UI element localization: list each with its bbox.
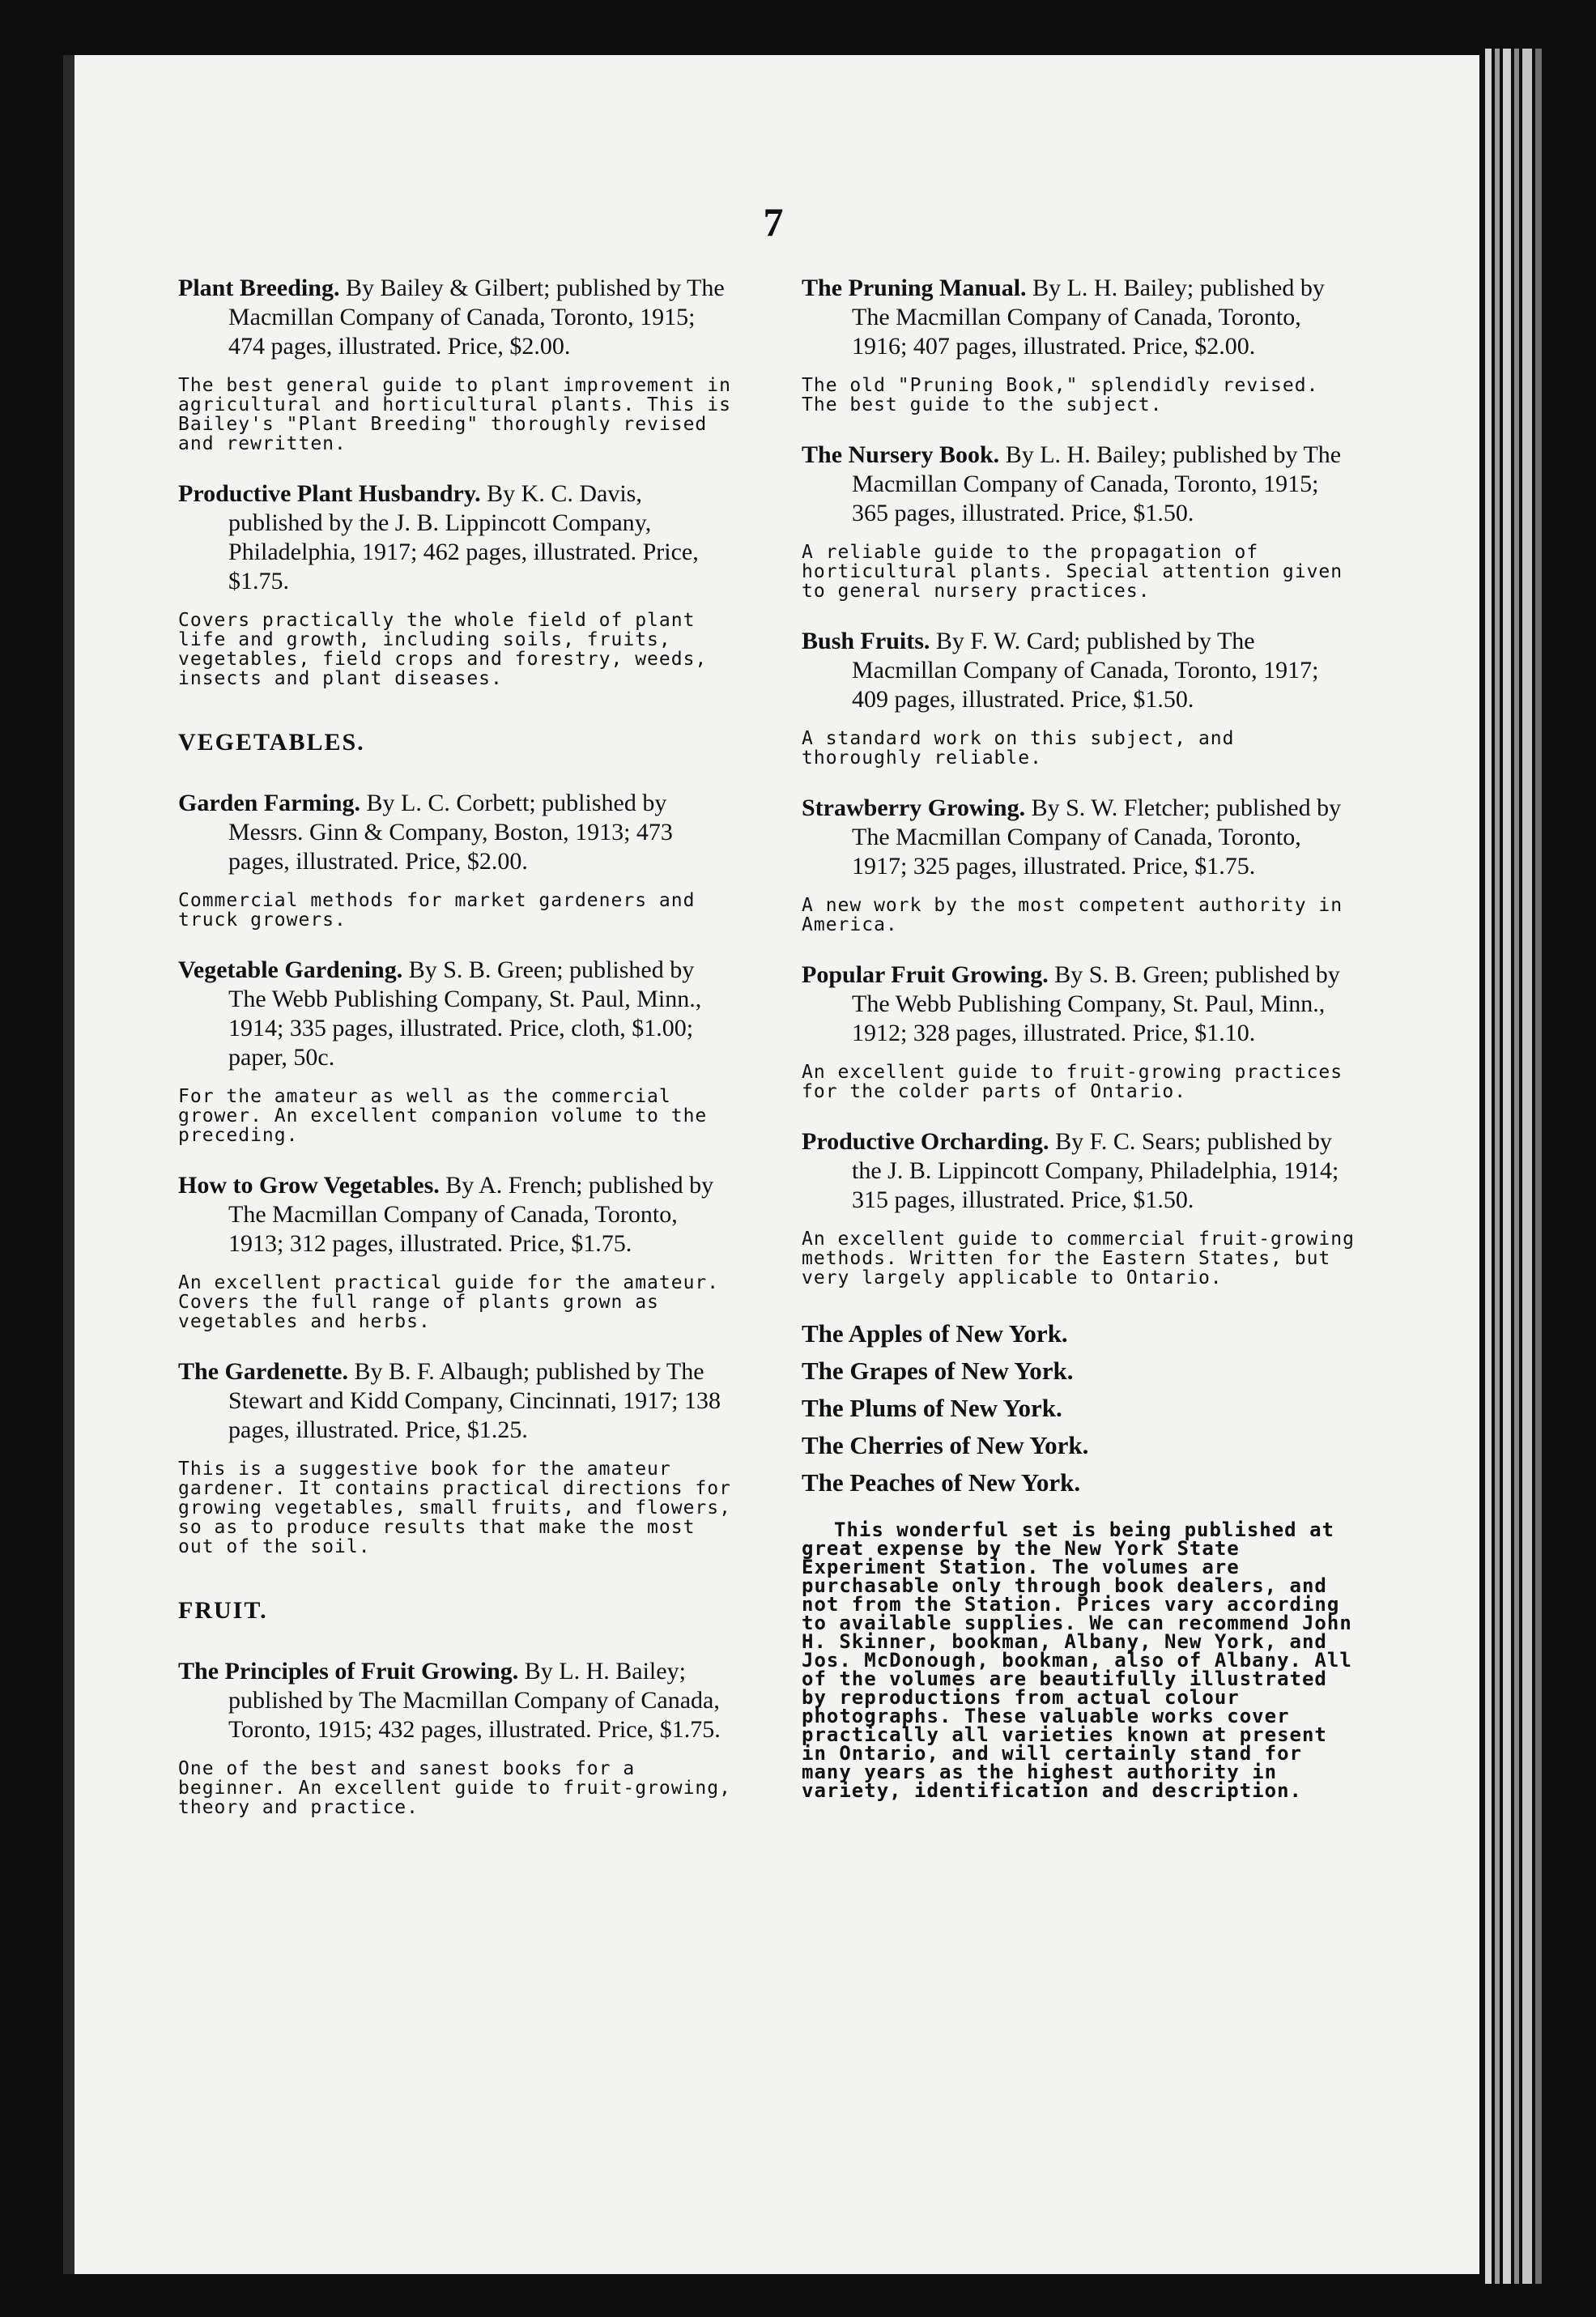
book-title: Productive Orcharding. [802,1128,1049,1155]
book-details: By L. H. Bailey; published by The Macmillan Company of Canada, Toronto, 1915; 365 pages, illustrated. Price, $1.50. [852,441,1342,526]
book-title: The Principles of Fruit Growing. [178,1658,519,1685]
book-description: This is a suggestive book for the amateur gardener. It contains practical directions for growing vegetables, small fruits, and flowers, so as to produce results that make the most out of the soil. [178,1459,731,1557]
book-details: By B. F. Albaugh; published by The Stewart and Kidd Company, Cincinnati, 1917; 138 pages, illustrated. Price, $1.25. [228,1358,721,1443]
book-title: The Pruning Manual. [802,275,1027,301]
book-entry [802,794,1360,935]
ny-series-list [802,1315,1360,1501]
ny-series-title: The Grapes of New York. [802,1357,1074,1385]
book-title: The Gardenette. [178,1358,348,1385]
book-title: Productive Plant Husbandry. [178,480,481,507]
book-details: By L. C. Corbett; published by Messrs. Ginn & Company, Boston, 1913; 473 pages, illustrated. Price, $2.00. [228,790,673,875]
ny-series-note: This wonderful set is being published at great expense by the New York State Experiment Station. The volumes are purchasable only through book dealers, and not from the Station. Prices vary according to available supplies. We can recommend John H. Skinner, bookman, Albany, New York, and Jos. McDonough, bookman, also of Albany. All of the volumes are beautifully illustrated by reproductions from actual colour photographs. These valuable works cover practically all varieties known at present in Ontario, and will certainly stand for many years as the highest authority in variety, identification and description. [802,1518,1352,1802]
book-description: An excellent practical guide for the amateur. Covers the full range of plants grown as vegetables and herbs. [178,1272,720,1332]
book-citation [802,441,1360,528]
book-citation [802,1127,1360,1215]
page-edges [1482,49,1547,2284]
book-details: By A. French; published by The Macmillan Company of Canada, Toronto, 1913; 312 pages, illustrated. Price, $1.75. [228,1172,714,1257]
book-entry [802,441,1360,601]
book-entry [802,627,1360,768]
book-description: One of the best and sanest books for a beginner. An excellent guide to fruit-growing, theory and practice. [178,1758,731,1818]
book-description: Commercial methods for market gardeners and truck growers. [178,890,696,931]
book-citation [802,627,1360,714]
book-details: By S. B. Green; published by The Webb Publishing Company, St. Paul, Minn., 1914; 335 pages, illustrated. Price, cloth, $1.00; paper, 50c. [228,956,702,1071]
book-description: The old "Pruning Book," splendidly revised. The best guide to the subject. [802,375,1319,415]
section-heading-fruit: FRUIT. [178,1597,268,1624]
book-title: Vegetable Gardening. [178,956,403,983]
ny-series-title: The Cherries of New York. [802,1431,1089,1459]
book-description: A standard work on this subject, and thoroughly reliable. [802,728,1235,769]
book-citation [178,956,737,1072]
book-details: By S. W. Fletcher; published by The Macmillan Company of Canada, Toronto, 1917; 325 pages, illustrated. Price, $1.75. [852,794,1342,880]
book-title: Plant Breeding. [178,275,340,301]
book-citation [802,274,1360,361]
section-heading-vegetables: VEGETABLES. [178,729,365,756]
book-entry [178,274,737,454]
book-description: An excellent guide to commercial fruit-growing methods. Written for the Eastern States, but very largely applicable to Ontario. [802,1229,1355,1288]
book-entry [802,960,1360,1101]
book-entry [178,479,737,688]
book-description: An excellent guide to fruit-growing practices for the colder parts of Ontario. [802,1062,1343,1102]
right-column [802,274,1360,1800]
book-title: Bush Fruits. [802,628,930,654]
book-entry [178,1171,737,1331]
ny-series-title: The Apples of New York. [802,1319,1068,1348]
book-entry [178,1357,737,1557]
book-details: By F. W. Card; published by The Macmillan Company of Canada, Toronto, 1917; 409 pages, illustrated. Price, $1.50. [852,628,1319,713]
book-citation [802,960,1360,1048]
page-number: 7 [763,199,784,245]
book-description: A new work by the most competent authority in America. [802,895,1343,935]
book-entry [802,274,1360,415]
book-details: By S. B. Green; published by The Webb Publishing Company, St. Paul, Minn., 1912; 328 pages, illustrated. Price, $1.10. [852,961,1340,1046]
book-entry [178,789,737,930]
book-citation [178,789,737,876]
book-citation [178,1171,737,1259]
book-description: The best general guide to plant improvement in agricultural and horticultural plants. This is Bailey's "Plant Breeding" thoroughly revised and rewritten. [178,375,731,454]
book-details: By F. C. Sears; published by the J. B. Lippincott Company, Philadelphia, 1914; 315 pages, illustrated. Price, $1.50. [852,1128,1339,1213]
left-column [178,274,737,1843]
book-title: The Nursery Book. [802,441,1000,468]
book-details: By L. H. Bailey; published by The Macmillan Company of Canada, Toronto, 1916; 407 pages, illustrated. Price, $2.00. [852,275,1325,360]
book-citation [178,1357,737,1445]
book-entry [178,956,737,1145]
ny-series-title: The Peaches of New York. [802,1468,1081,1497]
book-details: By L. H. Bailey; published by The Macmillan Company of Canada, Toronto, 1915; 432 pages, illustrated. Price, $1.75. [228,1658,721,1743]
book-citation [178,479,737,596]
book-citation [178,1657,737,1744]
book-entry [178,1657,737,1817]
book-title: How to Grow Vegetables. [178,1172,440,1199]
book-description: Covers practically the whole field of plant life and growth, including soils, fruits, vegetables, field crops and forestry, weeds, insects and plant diseases. [178,610,708,689]
book-citation [178,274,737,361]
book-citation [802,794,1360,881]
ny-series-title: The Plums of New York. [802,1394,1062,1422]
book-details: By Bailey & Gilbert; published by The Macmillan Company of Canada, Toronto, 1915; 474 pages, illustrated. Price, $2.00. [228,275,725,360]
book-title: Strawberry Growing. [802,794,1026,821]
book-title: Garden Farming. [178,790,360,816]
book-entry [802,1127,1360,1288]
book-description: A reliable guide to the propagation of horticultural plants. Special attention given to general nursery practices. [802,542,1343,602]
book-title: Popular Fruit Growing. [802,961,1049,988]
book-details: By K. C. Davis, published by the J. B. Lippincott Company, Philadelphia, 1917; 462 pages, illustrated. Price, $1.75. [228,480,699,594]
book-description: For the amateur as well as the commercial grower. An excellent companion volume to the preceding. [178,1086,708,1146]
